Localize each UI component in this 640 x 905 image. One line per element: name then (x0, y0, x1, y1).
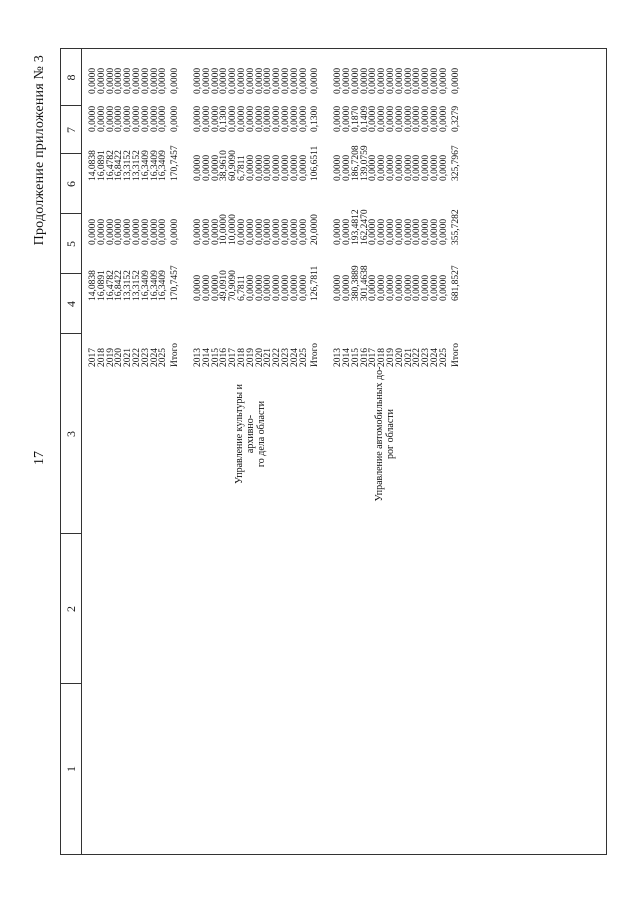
cell-value: 0,0000 (170, 105, 181, 132)
cell-value: 0,0000 (245, 274, 256, 301)
cell-value: 0,0000 (298, 105, 309, 132)
row-year: 2021 (403, 348, 414, 367)
cell-value: 170,7457 (170, 265, 181, 301)
table-caption: Продолжение приложения № 3 (32, 55, 47, 246)
cell-value: 0,0000 (96, 218, 107, 245)
cell-value: 0,0000 (430, 105, 440, 132)
cell-value: 0,0000 (149, 105, 160, 132)
cell-value: 0,0000 (412, 105, 423, 132)
cell-value: 0,0000 (210, 218, 221, 245)
row-year: 2018 (237, 348, 247, 367)
cell-value: 0,0000 (421, 274, 432, 301)
cell-value: 0,0000 (105, 105, 116, 132)
cell-value: 0,0000 (386, 218, 396, 245)
cell-value: 14,0838 (88, 150, 98, 181)
cell-value: 0,0000 (132, 67, 142, 94)
row-year: 2020 (114, 348, 125, 367)
column-header: 1 (64, 766, 78, 772)
cell-value: 0,0000 (403, 218, 414, 245)
cell-value: 0,0000 (281, 67, 291, 94)
cell-value: 14,0838 (88, 270, 98, 301)
cell-value: 0,0000 (342, 274, 352, 301)
cell-value: 0,0000 (421, 67, 432, 94)
cell-value: 0,0000 (193, 274, 203, 301)
cell-value: 193,4812 (350, 209, 361, 245)
row-year: Итого (170, 342, 181, 367)
cell-value: 0,0000 (114, 67, 125, 94)
cell-value: 0,0000 (158, 218, 169, 245)
row-year: 2013 (193, 348, 203, 367)
cell-value: 0,0000 (263, 67, 274, 94)
cell-value: 0,0000 (403, 154, 414, 181)
row-year: 2017 (88, 348, 98, 367)
cell-value: 0,1300 (219, 105, 230, 132)
row-year: 2021 (123, 348, 134, 367)
cell-value: 0,0000 (237, 218, 247, 245)
cell-value: 0,0000 (263, 274, 274, 301)
row-year: 2013 (333, 348, 344, 367)
cell-value: 0,0000 (342, 218, 352, 245)
cell-value: 0,0000 (421, 154, 432, 181)
row-year: 2025 (158, 348, 169, 367)
cell-value: 0,0000 (394, 218, 405, 245)
cell-value: 0,0000 (412, 274, 423, 301)
cell-value: 0,0000 (421, 105, 432, 132)
cell-value: 0,0000 (359, 67, 370, 94)
cell-value: 0,0000 (377, 154, 388, 181)
cell-value: 0,0000 (368, 218, 379, 245)
cell-value: 0,0000 (342, 67, 352, 94)
cell-value: 0,0000 (193, 154, 203, 181)
cell-value: 0,0000 (298, 274, 309, 301)
cell-value: 16,3409 (158, 150, 169, 181)
cell-value: 0,0000 (386, 274, 396, 301)
cell-value: 0,0000 (289, 105, 300, 132)
cell-value: 0,0000 (430, 67, 440, 94)
cell-value: 681,8527 (450, 265, 461, 301)
row-year: 2015 (350, 348, 361, 367)
cell-value: 380,3889 (350, 265, 361, 301)
row-year: 2018 (96, 348, 107, 367)
cell-value: 0,0000 (254, 218, 265, 245)
cell-value: 0,0000 (289, 274, 300, 301)
cell-value: 0,0000 (368, 105, 379, 132)
cell-value: 0,0000 (289, 67, 300, 94)
cell-value: 0,0000 (298, 154, 309, 181)
row-year: 2024 (430, 348, 440, 367)
cell-value: 16,3409 (140, 270, 151, 301)
organization-label: Управление культуры и архивно- го дела области (234, 384, 267, 484)
cell-value: 0,0000 (254, 67, 265, 94)
cell-value: 0,0000 (377, 67, 388, 94)
data-table (60, 48, 607, 855)
cell-value: 0,0000 (237, 105, 247, 132)
cell-value: 0,0000 (430, 218, 440, 245)
cell-value: 0,0000 (132, 105, 142, 132)
cell-value: 0,0000 (368, 67, 379, 94)
column-header: 7 (64, 127, 78, 133)
cell-value: 0,0000 (281, 274, 291, 301)
cell-value: 0,0000 (201, 67, 212, 94)
cell-value: 0,0000 (298, 218, 309, 245)
cell-value: 0,0000 (368, 154, 379, 181)
cell-value: 0,0000 (228, 105, 239, 132)
cell-value: 0,0000 (123, 218, 134, 245)
cell-value: 0,0000 (245, 154, 256, 181)
cell-value: 0,0000 (377, 105, 388, 132)
cell-value: 0,0000 (281, 105, 291, 132)
cell-value: 0,0000 (289, 154, 300, 181)
cell-value: 13,3152 (123, 270, 134, 301)
column-header: 5 (64, 241, 78, 247)
cell-value: 0,0000 (281, 218, 291, 245)
cell-value: 0,0000 (289, 218, 300, 245)
cell-value: 0,0000 (114, 218, 125, 245)
cell-value: 0,0000 (281, 154, 291, 181)
cell-value: 16,0891 (96, 270, 107, 301)
cell-value: 0,0000 (193, 218, 203, 245)
cell-value: 49,0910 (219, 270, 230, 301)
cell-value: 0,0000 (105, 67, 116, 94)
cell-value: 0,0000 (377, 218, 388, 245)
cell-value: 0,0000 (228, 67, 239, 94)
cell-value: 0,0000 (333, 218, 344, 245)
row-year: 2023 (140, 348, 151, 367)
cell-value: 0,0000 (438, 154, 449, 181)
cell-value: 0,0000 (201, 105, 212, 132)
cell-value: 106,6511 (310, 145, 321, 181)
cell-value: 0,0000 (123, 105, 134, 132)
cell-value: 170,7457 (170, 145, 181, 181)
row-year: 2019 (245, 348, 256, 367)
cell-value: 0,0000 (170, 67, 181, 94)
cell-value: 0,0000 (272, 218, 283, 245)
cell-value: 0,0000 (140, 105, 151, 132)
cell-value: 16,4782 (105, 150, 116, 181)
cell-value: 0,0000 (450, 67, 461, 94)
cell-value: 0,0000 (149, 218, 160, 245)
cell-value: 0,0000 (342, 105, 352, 132)
cell-value: 16,3409 (149, 270, 160, 301)
column-header: 2 (64, 606, 78, 612)
cell-value: 0,0000 (412, 154, 423, 181)
cell-value: 0,0000 (219, 67, 230, 94)
row-year: 2020 (394, 348, 405, 367)
row-year: 2016 (219, 348, 230, 367)
row-year: 2021 (263, 348, 274, 367)
cell-value: 16,3409 (158, 270, 169, 301)
cell-value: 0,0000 (105, 218, 116, 245)
cell-value: 126,7811 (310, 265, 321, 301)
row-year: 2025 (438, 348, 449, 367)
cell-value: 16,0891 (96, 150, 107, 181)
cell-value: 0,0000 (438, 67, 449, 94)
row-year: 2017 (228, 348, 239, 367)
cell-value: 0,0000 (263, 154, 274, 181)
cell-value: 13,3152 (132, 270, 142, 301)
cell-value: 0,0000 (170, 218, 181, 245)
cell-value: 0,3279 (450, 105, 461, 132)
cell-value: 0,0000 (201, 274, 212, 301)
cell-value: 162,2470 (359, 209, 370, 245)
cell-value: 0,0000 (394, 67, 405, 94)
cell-value: 0,1870 (350, 105, 361, 132)
cell-value: 0,0000 (254, 154, 265, 181)
cell-value: 0,0000 (403, 67, 414, 94)
cell-value: 0,0000 (333, 67, 344, 94)
cell-value: 13,3152 (123, 150, 134, 181)
cell-value: 0,0000 (394, 274, 405, 301)
column-header: 8 (64, 74, 78, 81)
cell-value: 0,0000 (430, 274, 440, 301)
cell-value: 0,0000 (237, 67, 247, 94)
header-rule (81, 49, 82, 854)
cell-value: 0,0000 (272, 274, 283, 301)
cell-value: 0,0000 (140, 218, 151, 245)
row-year: 2022 (132, 348, 142, 367)
cell-value: 0,0000 (263, 105, 274, 132)
cell-value: 0,0000 (263, 218, 274, 245)
cell-value: 0,0000 (333, 105, 344, 132)
cell-value: 0,0000 (438, 218, 449, 245)
cell-value: 0,0000 (158, 67, 169, 94)
cell-value: 0,0000 (394, 105, 405, 132)
cell-value: 0,0000 (210, 67, 221, 94)
cell-value: 0,0000 (310, 67, 321, 94)
cell-value: 0,0000 (254, 274, 265, 301)
organization-label: Управление автомобильных до- рог области (374, 366, 397, 502)
row-year: 2020 (254, 348, 265, 367)
cell-value: 0,0000 (272, 154, 283, 181)
cell-value: 0,0000 (386, 67, 396, 94)
row-year: Итого (310, 342, 321, 367)
cell-value: 6,7811 (237, 275, 247, 301)
cell-value: 0,0000 (96, 105, 107, 132)
row-year: 2022 (272, 348, 283, 367)
row-year: 2015 (210, 348, 221, 367)
cell-value: 0,0000 (421, 218, 432, 245)
page-number: 17 (32, 451, 47, 465)
cell-value: 0,1300 (310, 105, 321, 132)
cell-value: 0,0000 (210, 274, 221, 301)
cell-value: 0,0000 (368, 274, 379, 301)
cell-value: 301,4638 (359, 265, 370, 301)
cell-value: 6,7811 (237, 155, 247, 181)
cell-value: 0,0000 (342, 154, 352, 181)
cell-value: 16,8422 (114, 270, 125, 301)
row-year: 2014 (201, 348, 212, 367)
cell-value: 0,0000 (272, 67, 283, 94)
cell-value: 0,0000 (254, 105, 265, 132)
row-year: 2018 (377, 348, 388, 367)
cell-value: 0,0000 (394, 154, 405, 181)
cell-value: 0,1409 (359, 105, 370, 132)
cell-value: 16,8422 (114, 150, 125, 181)
cell-value: 70,9090 (228, 270, 239, 301)
cell-value: 0,0000 (333, 154, 344, 181)
cell-value: 0,0000 (245, 105, 256, 132)
cell-value: 0,0000 (88, 218, 98, 245)
cell-value: 0,0000 (245, 67, 256, 94)
cell-value: 0,0000 (412, 218, 423, 245)
row-year: 2022 (412, 348, 423, 367)
cell-value: 0,0000 (333, 274, 344, 301)
cell-value: 186,7208 (350, 145, 361, 181)
cell-value: 10,0000 (219, 214, 230, 245)
cell-value: 325,7967 (450, 145, 461, 181)
cell-value: 0,0000 (210, 154, 221, 181)
row-year: 2023 (281, 348, 291, 367)
row-year: 2019 (105, 348, 116, 367)
cell-value: 0,0000 (272, 105, 283, 132)
cell-value: 139,0759 (359, 145, 370, 181)
cell-value: 0,0000 (149, 67, 160, 94)
cell-value: 0,0000 (193, 105, 203, 132)
cell-value: 0,0000 (412, 67, 423, 94)
cell-value: 0,0000 (193, 67, 203, 94)
cell-value: 16,4782 (105, 270, 116, 301)
cell-value: 0,0000 (201, 218, 212, 245)
cell-value: 0,0000 (140, 67, 151, 94)
row-year: 2024 (289, 348, 300, 367)
cell-value: 10,0000 (228, 214, 239, 245)
cell-value: 0,0000 (245, 218, 256, 245)
cell-value: 60,9090 (228, 150, 239, 181)
cell-value: 16,3409 (149, 150, 160, 181)
column-header: 3 (64, 431, 78, 437)
row-year: 2024 (149, 348, 160, 367)
cell-value: 0,0000 (438, 105, 449, 132)
cell-value: 0,0000 (403, 274, 414, 301)
column-header: 4 (64, 301, 78, 307)
column-header: 6 (64, 181, 78, 187)
cell-value: 0,0000 (88, 105, 98, 132)
cell-value: 0,0000 (386, 105, 396, 132)
cell-value: 0,0000 (114, 105, 125, 132)
cell-value: 0,0000 (132, 218, 142, 245)
cell-value: 355,7282 (450, 209, 461, 245)
row-year: 2019 (386, 348, 396, 367)
row-year: 2016 (359, 348, 370, 367)
cell-value: 0,0000 (123, 67, 134, 94)
cell-value: 0,0000 (430, 154, 440, 181)
cell-value: 0,0000 (298, 67, 309, 94)
cell-value: 0,0000 (350, 67, 361, 94)
row-year: 2014 (342, 348, 352, 367)
cell-value: 0,0000 (96, 67, 107, 94)
cell-value: 0,0000 (438, 274, 449, 301)
row-year: 2025 (298, 348, 309, 367)
cell-value: 0,0000 (210, 105, 221, 132)
cell-value: 16,3409 (140, 150, 151, 181)
cell-value: 0,0000 (201, 154, 212, 181)
cell-value: 0,0000 (386, 154, 396, 181)
row-year: 2017 (368, 348, 379, 367)
cell-value: 38,9610 (219, 150, 230, 181)
row-year: Итого (450, 342, 461, 367)
row-year: 2023 (421, 348, 432, 367)
cell-value: 13,3152 (132, 150, 142, 181)
cell-value: 0,0000 (403, 105, 414, 132)
cell-value: 0,0000 (88, 67, 98, 94)
cell-value: 20,0000 (310, 214, 321, 245)
cell-value: 0,0000 (158, 105, 169, 132)
cell-value: 0,0000 (377, 274, 388, 301)
